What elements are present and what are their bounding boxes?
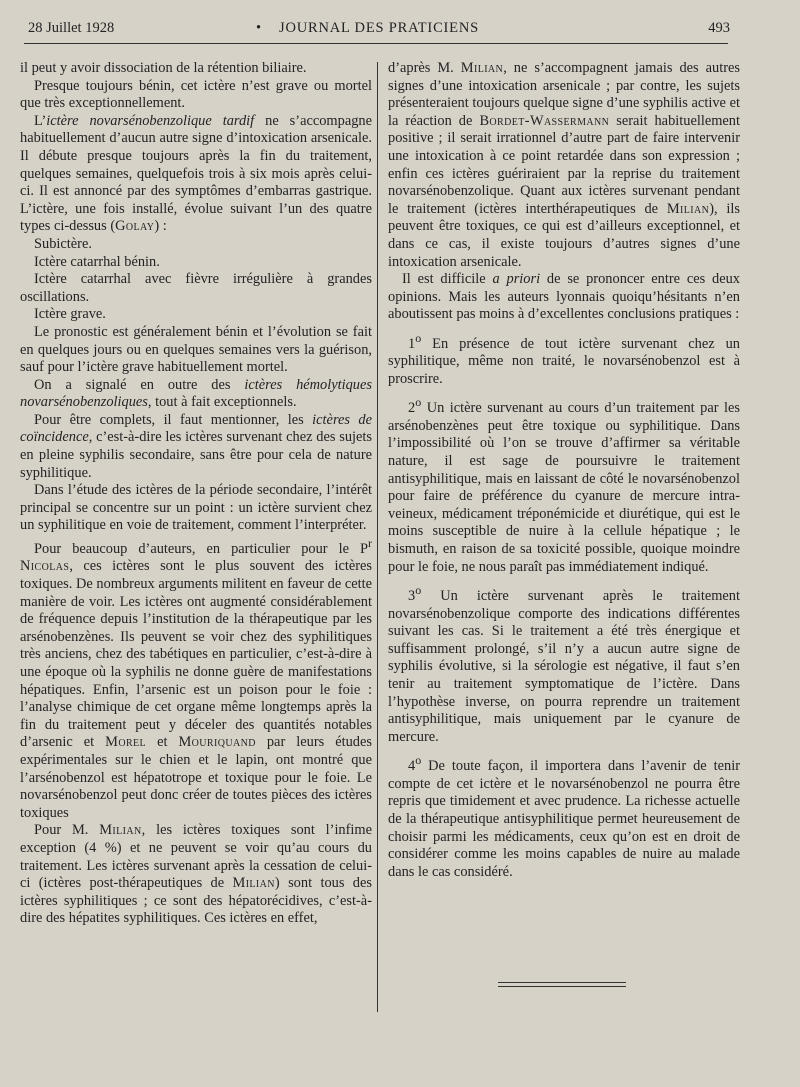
author-name: Mouriquand: [178, 734, 256, 751]
text-run: tout à fait exceptionnels.: [151, 394, 297, 411]
paragraph: [20, 113, 372, 236]
text-run: ), ils peuvent être toxiques, ce qui est d’ailleurs exceptionnel, et dans ce cas, il existe toujours d’autres signes d’une intoxication arsenicale.: [388, 200, 740, 270]
author-name: Golay: [115, 218, 155, 235]
text-run: On a signalé en outre des: [34, 376, 245, 393]
list-item: Ictère grave.: [34, 306, 106, 323]
paragraph: [388, 60, 740, 271]
text-run: Pour être complets, il faut mentionner, les: [34, 411, 313, 428]
paragraph: [20, 377, 372, 412]
paragraph: il peut y avoir dissociation de la rétention biliaire.: [20, 60, 307, 76]
author-name: Milian: [99, 822, 142, 839]
author-name: Milian: [232, 875, 275, 892]
left-column: [20, 60, 372, 928]
text-run: par leurs études expérimentales sur le chien et le lapin, ont montré que l’arsénobenzol est hépatotrope et toxique pour le foie. Le novarsénobenzol peut donc créer de toutes pièces des ictères toxiques: [20, 734, 372, 821]
header-date: 28 Juillet 1928: [28, 20, 115, 36]
paragraph: Dans l’étude des ictères de la période secondaire, l’intérêt principal se concentre sur un point : un ictère survient chez un syphilitique en voie de traitement, comment l’interpréter.: [20, 482, 372, 534]
conclusion-number: 4: [408, 758, 416, 775]
conclusion-4: [388, 752, 740, 881]
text-run: Un ictère survenant au cours d’un traitement par les arsénobenzènes peut être toxique ou syphilitique. Dans l’impossibilité où l’on se trouve d’affirmer sa véritable nature, il est sage de poursuivre le traitement antisyphilitique, mais en laissant de côté le novarsénobenzol pour faire de préférence du cyanure de mercure intra-veineux, médicament tréponémicide et diurétique, qui est le moins susceptible de nuire à la cellule hépatique ; le bismuth, en raison de sa toxicité possible, quoique moindre pour le foie, ne nous paraît pas immédiatement indiqué.: [388, 400, 740, 575]
paragraph: [20, 822, 372, 928]
conclusion-3: [388, 582, 740, 746]
text-run: Il est difficile: [402, 271, 493, 288]
paragraph: Le pronostic est généralement bénin et l’évolution se fait en quelques jours ou en quelques semaines vers la guérison, sauf pour l’ictère grave habituellement mortel.: [20, 323, 372, 376]
text-run: ne s’accompagne habituellement d’aucun autre signe d’intoxication arsenicale. Il débute presque toujours après la fin du traitement, quelques semaines, quelquefois trois à six mois après celui-ci. Il est annoncé par des symptômes d’embarras gastrique. L’ictère, une fois installé, évolue suivant l’un des quatre types ci-dessus (: [20, 112, 372, 235]
text-run: Pour M.: [34, 822, 100, 839]
article-end-rule: [498, 982, 626, 990]
author-name: Morel: [105, 734, 147, 751]
conclusion-2: [388, 394, 740, 576]
italic-term: ictères hémolytiques novarsénobenzoliques,: [20, 376, 372, 411]
conclusion-1: [388, 330, 740, 389]
list-item: Ictère catarrhal avec fièvre irrégulière à grandes oscillations.: [20, 271, 372, 305]
running-header: [28, 20, 730, 42]
text-run: serait habituellement positive ; il serait irrationnel d’autre part de faire intervenir une intoxication à ce point retardée dans son expression ; enfin ces ictères guériraient par la reprise du traitement novarsénobenzolique. Quant aux ictères survenant pendant le traitement (ictères interthérapeutiques de: [388, 112, 740, 217]
right-column: [388, 60, 740, 881]
text-run: , ces ictères sont le plus souvent des ictères toxiques. De nombreux arguments militent en faveur de cette manière de voir. Les ictères ont augmenté considérablement de fréquence depuis l’institution de la thérapeutique par les arsénobenzènes. Ils peuvent se voir chez des syphilitiques très anciens, chez des tabétiques en particulier, c’est-à-dire à une époque où la syphilis ne donne guère de manifestations hépatiques. Enfin, l’arsenic est un poison pour le foie : l’analyse chimique de cet organe même longtemps après la fin du traitement peut y déceler des quantités notables d’arsenic et: [20, 558, 372, 751]
conclusion-number: 3: [408, 588, 416, 605]
italic-term: ictères de coïncidence,: [20, 411, 372, 446]
paragraph: [20, 412, 372, 482]
superscript: r: [368, 536, 372, 551]
author-name: Milian: [666, 200, 710, 217]
text-run: de se prononcer entre ces deux opinions. Mais les auteurs lyonnais quoiqu’hésitants n’en aboutissent pas moins à d’excellentes conclusions pratiques :: [388, 271, 740, 323]
list-item: Subictère.: [34, 235, 92, 252]
italic-term: ictère novarsénobenzolique tardif: [46, 112, 255, 129]
page-number: 493: [708, 20, 730, 36]
superscript: o: [415, 395, 422, 410]
paragraph: Presque toujours bénin, cet ictère n’est grave ou mortel que très exceptionnellement.: [20, 77, 372, 112]
superscript: o: [415, 753, 422, 768]
author-name: Nicolas: [20, 558, 70, 575]
text-run: ) sont tous des ictères syphilitiques ; ce sont des hépatorécidives, c’est-à-dire des hépatites syphilitiques. Ces ictères en effet,: [20, 875, 372, 927]
journal-title: JOURNAL DES PRATICIENS: [279, 20, 479, 36]
text-run: , ne s’accompagnent jamais des autres signes d’une intoxication arsenicale ; par contre, les sujets présenteraient toujours quelque signe d’une syphilis active et la réaction de: [388, 60, 740, 129]
text-run: Pour beaucoup d’auteurs, en particulier pour le P: [34, 540, 368, 557]
author-name: Milian: [460, 60, 504, 76]
conclusion-number: 2: [408, 400, 416, 417]
text-run: et: [146, 734, 179, 751]
superscript: o: [415, 583, 422, 598]
paragraph: [388, 271, 740, 324]
list-item: Ictère catarrhal bénin.: [34, 253, 160, 270]
superscript: o: [415, 330, 422, 345]
header-ornament: •: [256, 20, 262, 36]
text-run: De toute façon, il importera dans l’avenir de tenir compte de cet ictère et le novarsénobenzol ne pourra être repris que timidement et avec prudence. La richesse actuelle de la thérapeutique antisyphilitique permet heureusement de choisir parmi les médicaments, ceux qu’on est en droit de considérer comme les moins capables de nuire au malade dans le cas considéré.: [388, 758, 740, 880]
text-run: En présence de tout ictère survenant chez un syphilitique, même non traité, le novarsénobenzol est à proscrire.: [388, 335, 740, 387]
column-divider: [377, 62, 378, 1012]
text-run: , les ictères toxiques sont l’infime exception (4 %) et ne peuvent se voir qu’au cours du traitement. Les ictères survenant après la cessation de celui-ci (ictères post-thérapeutiques de: [20, 822, 373, 892]
text-run: c’est-à-dire les ictères survenant chez des sujets en pleine syphilis secondaire, sans être pour cela de nature syphilitique.: [20, 429, 372, 481]
text-run: Un ictère survenant après le traitement novarsénobenzolique comporte des indications différentes suivant les cas. Si le traitement a été très énergique et suffisamment prolongé, s’il n’y a aucun autre signe de syphilis évolutive, si la sérologie est négative, il faut s’en tenir au traitement symptomatique de l’ictère. Dans l’hypothèse inverse, on pourra reprendre un traitement antisyphilitique, mais uniquement par le cyanure de mercure.: [388, 588, 740, 745]
header-rule: [24, 43, 728, 44]
conclusion-number: 1: [408, 335, 416, 352]
paragraph: [20, 535, 372, 822]
italic-term: a priori: [492, 271, 541, 288]
text-run: ) :: [154, 218, 167, 235]
author-name: Bordet-Wassermann: [479, 112, 610, 129]
text-run: L’: [34, 112, 47, 129]
text-run: d’après M.: [388, 60, 461, 76]
